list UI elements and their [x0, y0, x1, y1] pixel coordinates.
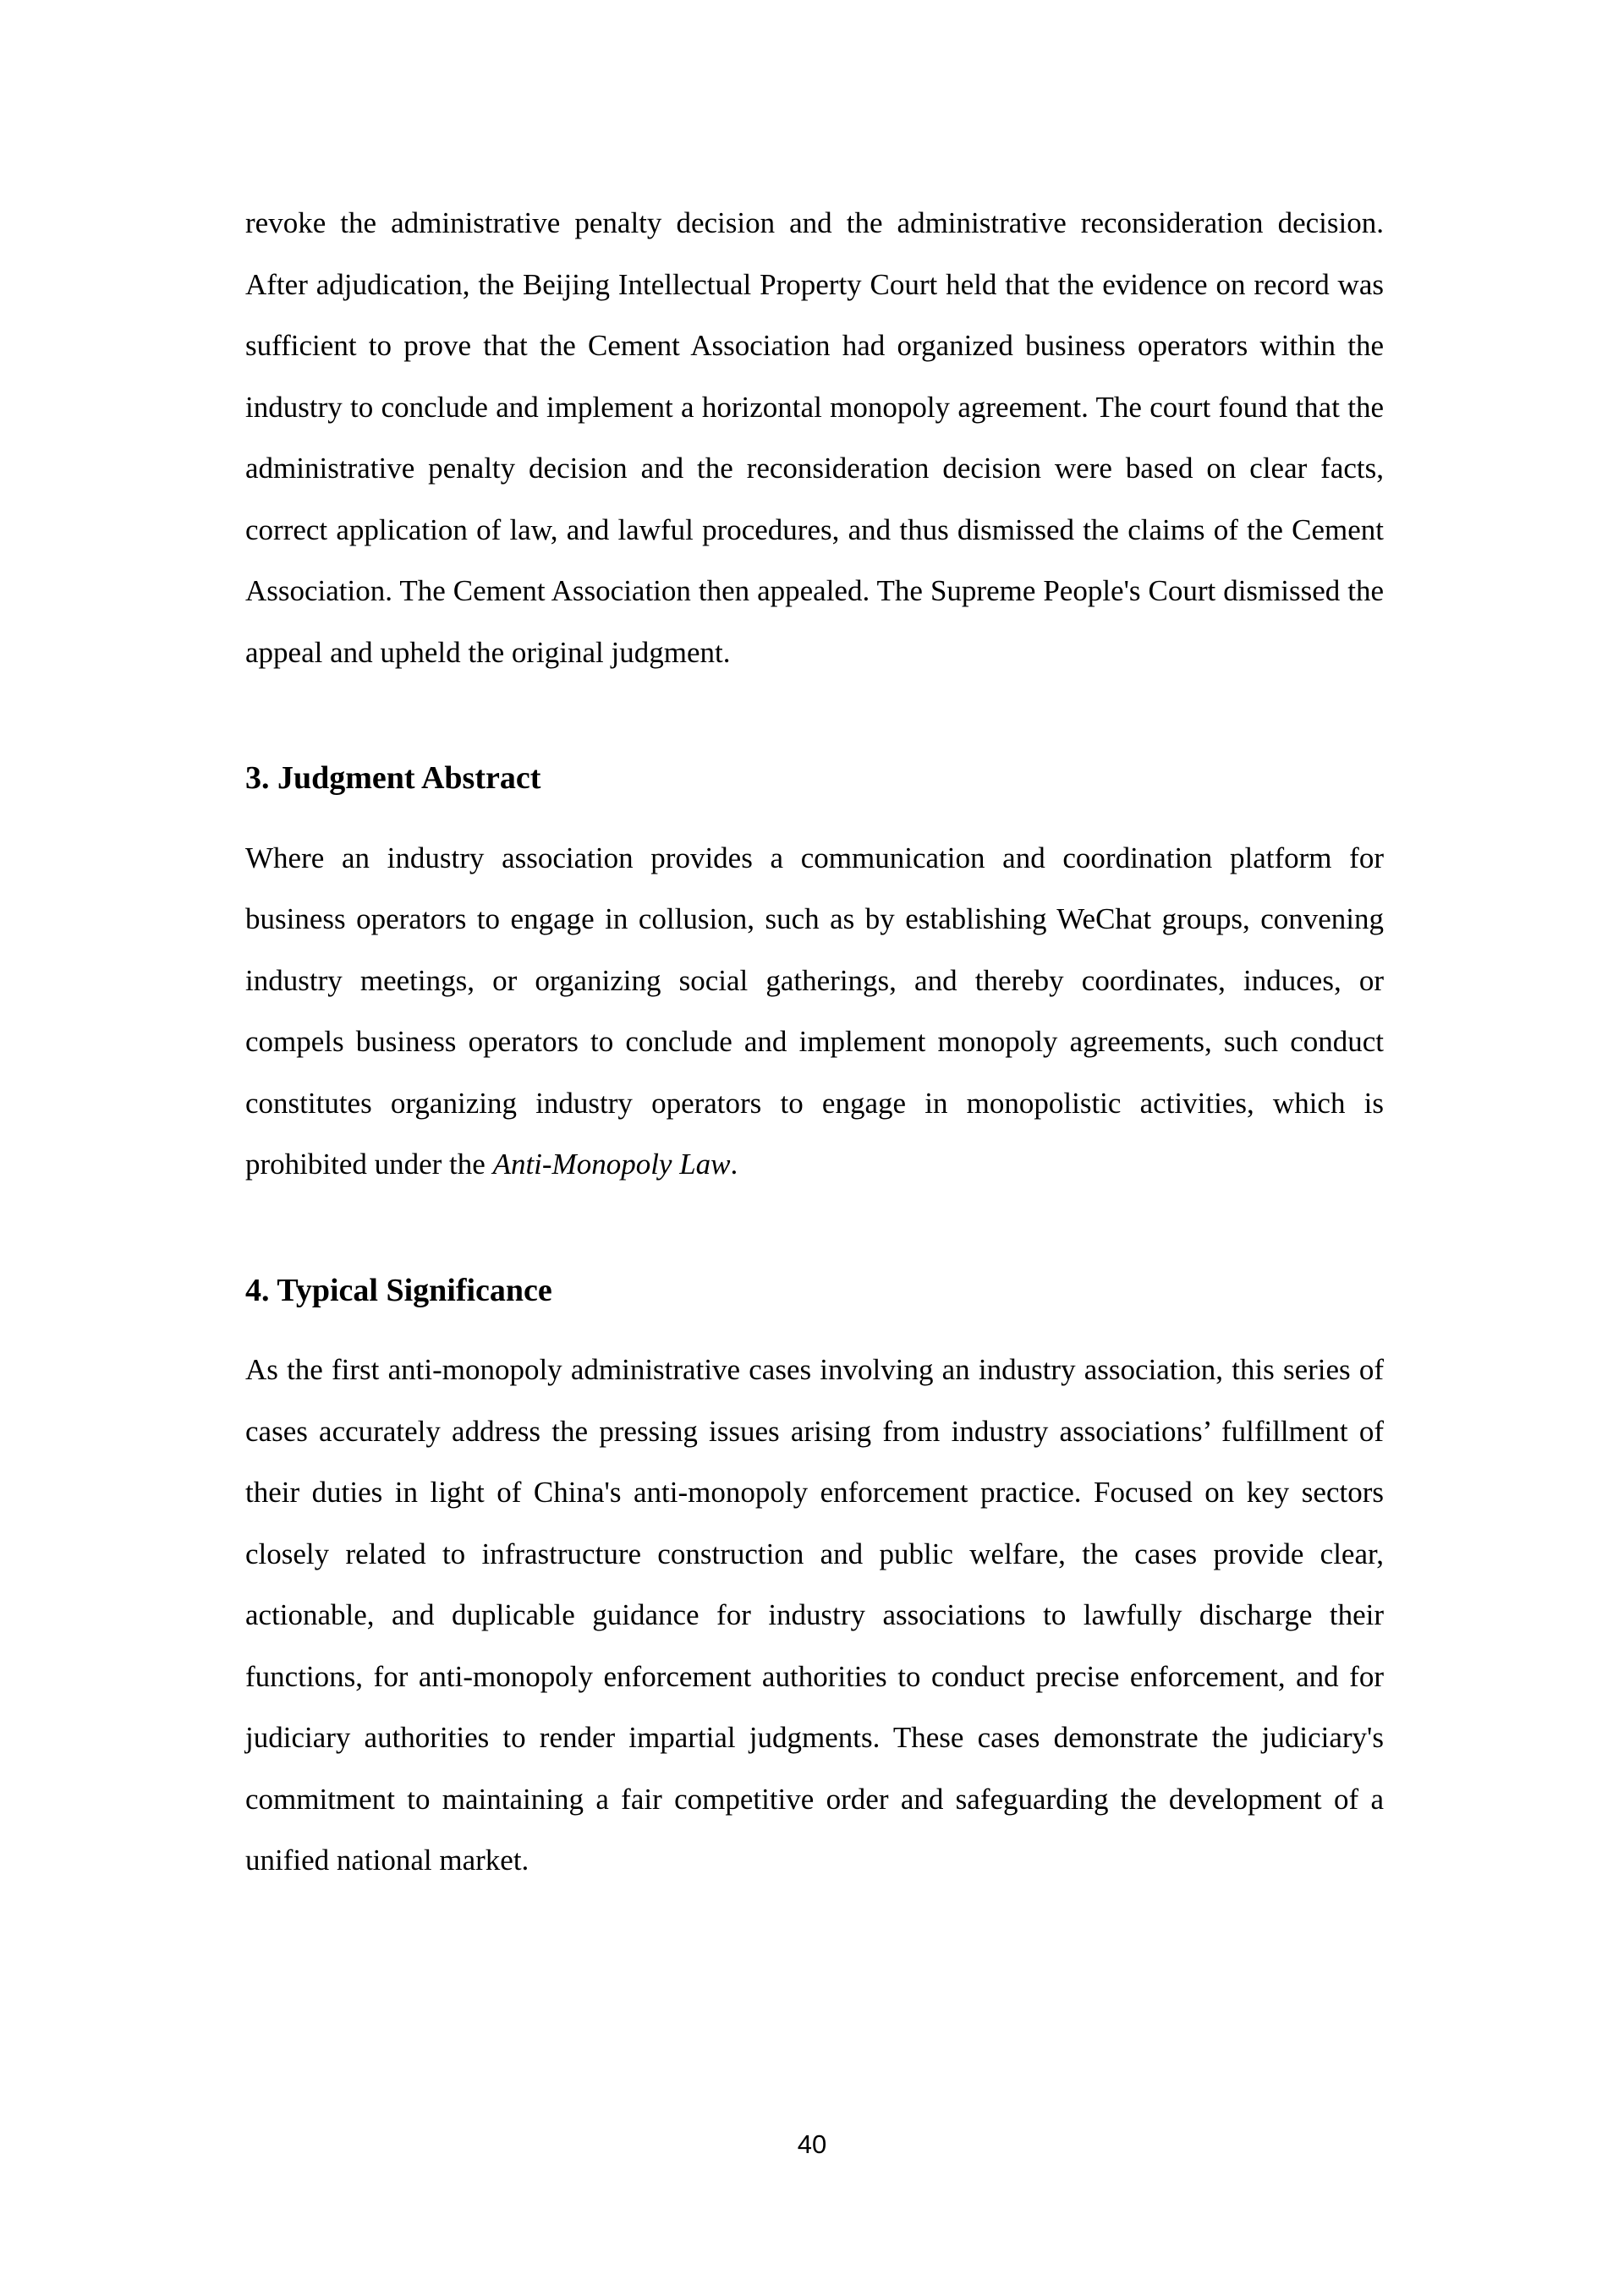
page-content [245, 0, 1384, 1892]
page-number: 40 [797, 2129, 827, 2159]
typical-significance-heading: 4. Typical Significance [245, 1272, 552, 1308]
anti-monopoly-law-italic: Anti-Monopoly Law [492, 1148, 731, 1181]
judgment-abstract-paragraph [245, 828, 1384, 1196]
judgment-abstract-text: Where an industry association provides a communication and coordination platform for business operators to engage in collusion, such as by establishing WeChat groups, convening industry meetings, or organizing social gatherings, and thereby coordinates, induces, or compels business operators to conclude and implement monopoly agreements, such conduct constitutes organizing industry operators to engage in monopolistic activities, which is prohibited under the [245, 841, 1384, 1181]
intro-paragraph: revoke the administrative penalty decision and the administrative reconsideration decision. After adjudication, the Beijing Intellectual Property Court held that the evidence on record was sufficient to prove that the Cement Association had organized business operators within the industry to conclude and implement a horizontal monopoly agreement. The court found that the administrative penalty decision and the reconsideration decision were based on clear facts, correct application of law, and lawful procedures, and thus dismissed the claims of the Cement Association. The Cement Association then appealed. The Supreme People's Court dismissed the appeal and upheld the original judgment. [245, 206, 1384, 669]
judgment-abstract-heading: 3. Judgment Abstract [245, 760, 541, 796]
typical-significance-paragraph: As the first anti-monopoly administrative cases involving an industry association, this series of cases accurately address the pressing issues arising from industry associations’ fulfillment of their duties in light of China's anti-monopoly enforcement practice. Focused on key sectors closely related to infrastructure construction and public welfare, the cases provide clear, actionable, and duplicable guidance for industry associations to lawfully discharge their functions, for anti-monopoly enforcement authorities to conduct precise enforcement, and for judiciary authorities to render impartial judgments. These cases demonstrate the judiciary's commitment to maintaining a fair competitive order and safeguarding the development of a unified national market. [245, 1353, 1384, 1877]
judgment-abstract-closing-period: . [730, 1148, 738, 1181]
